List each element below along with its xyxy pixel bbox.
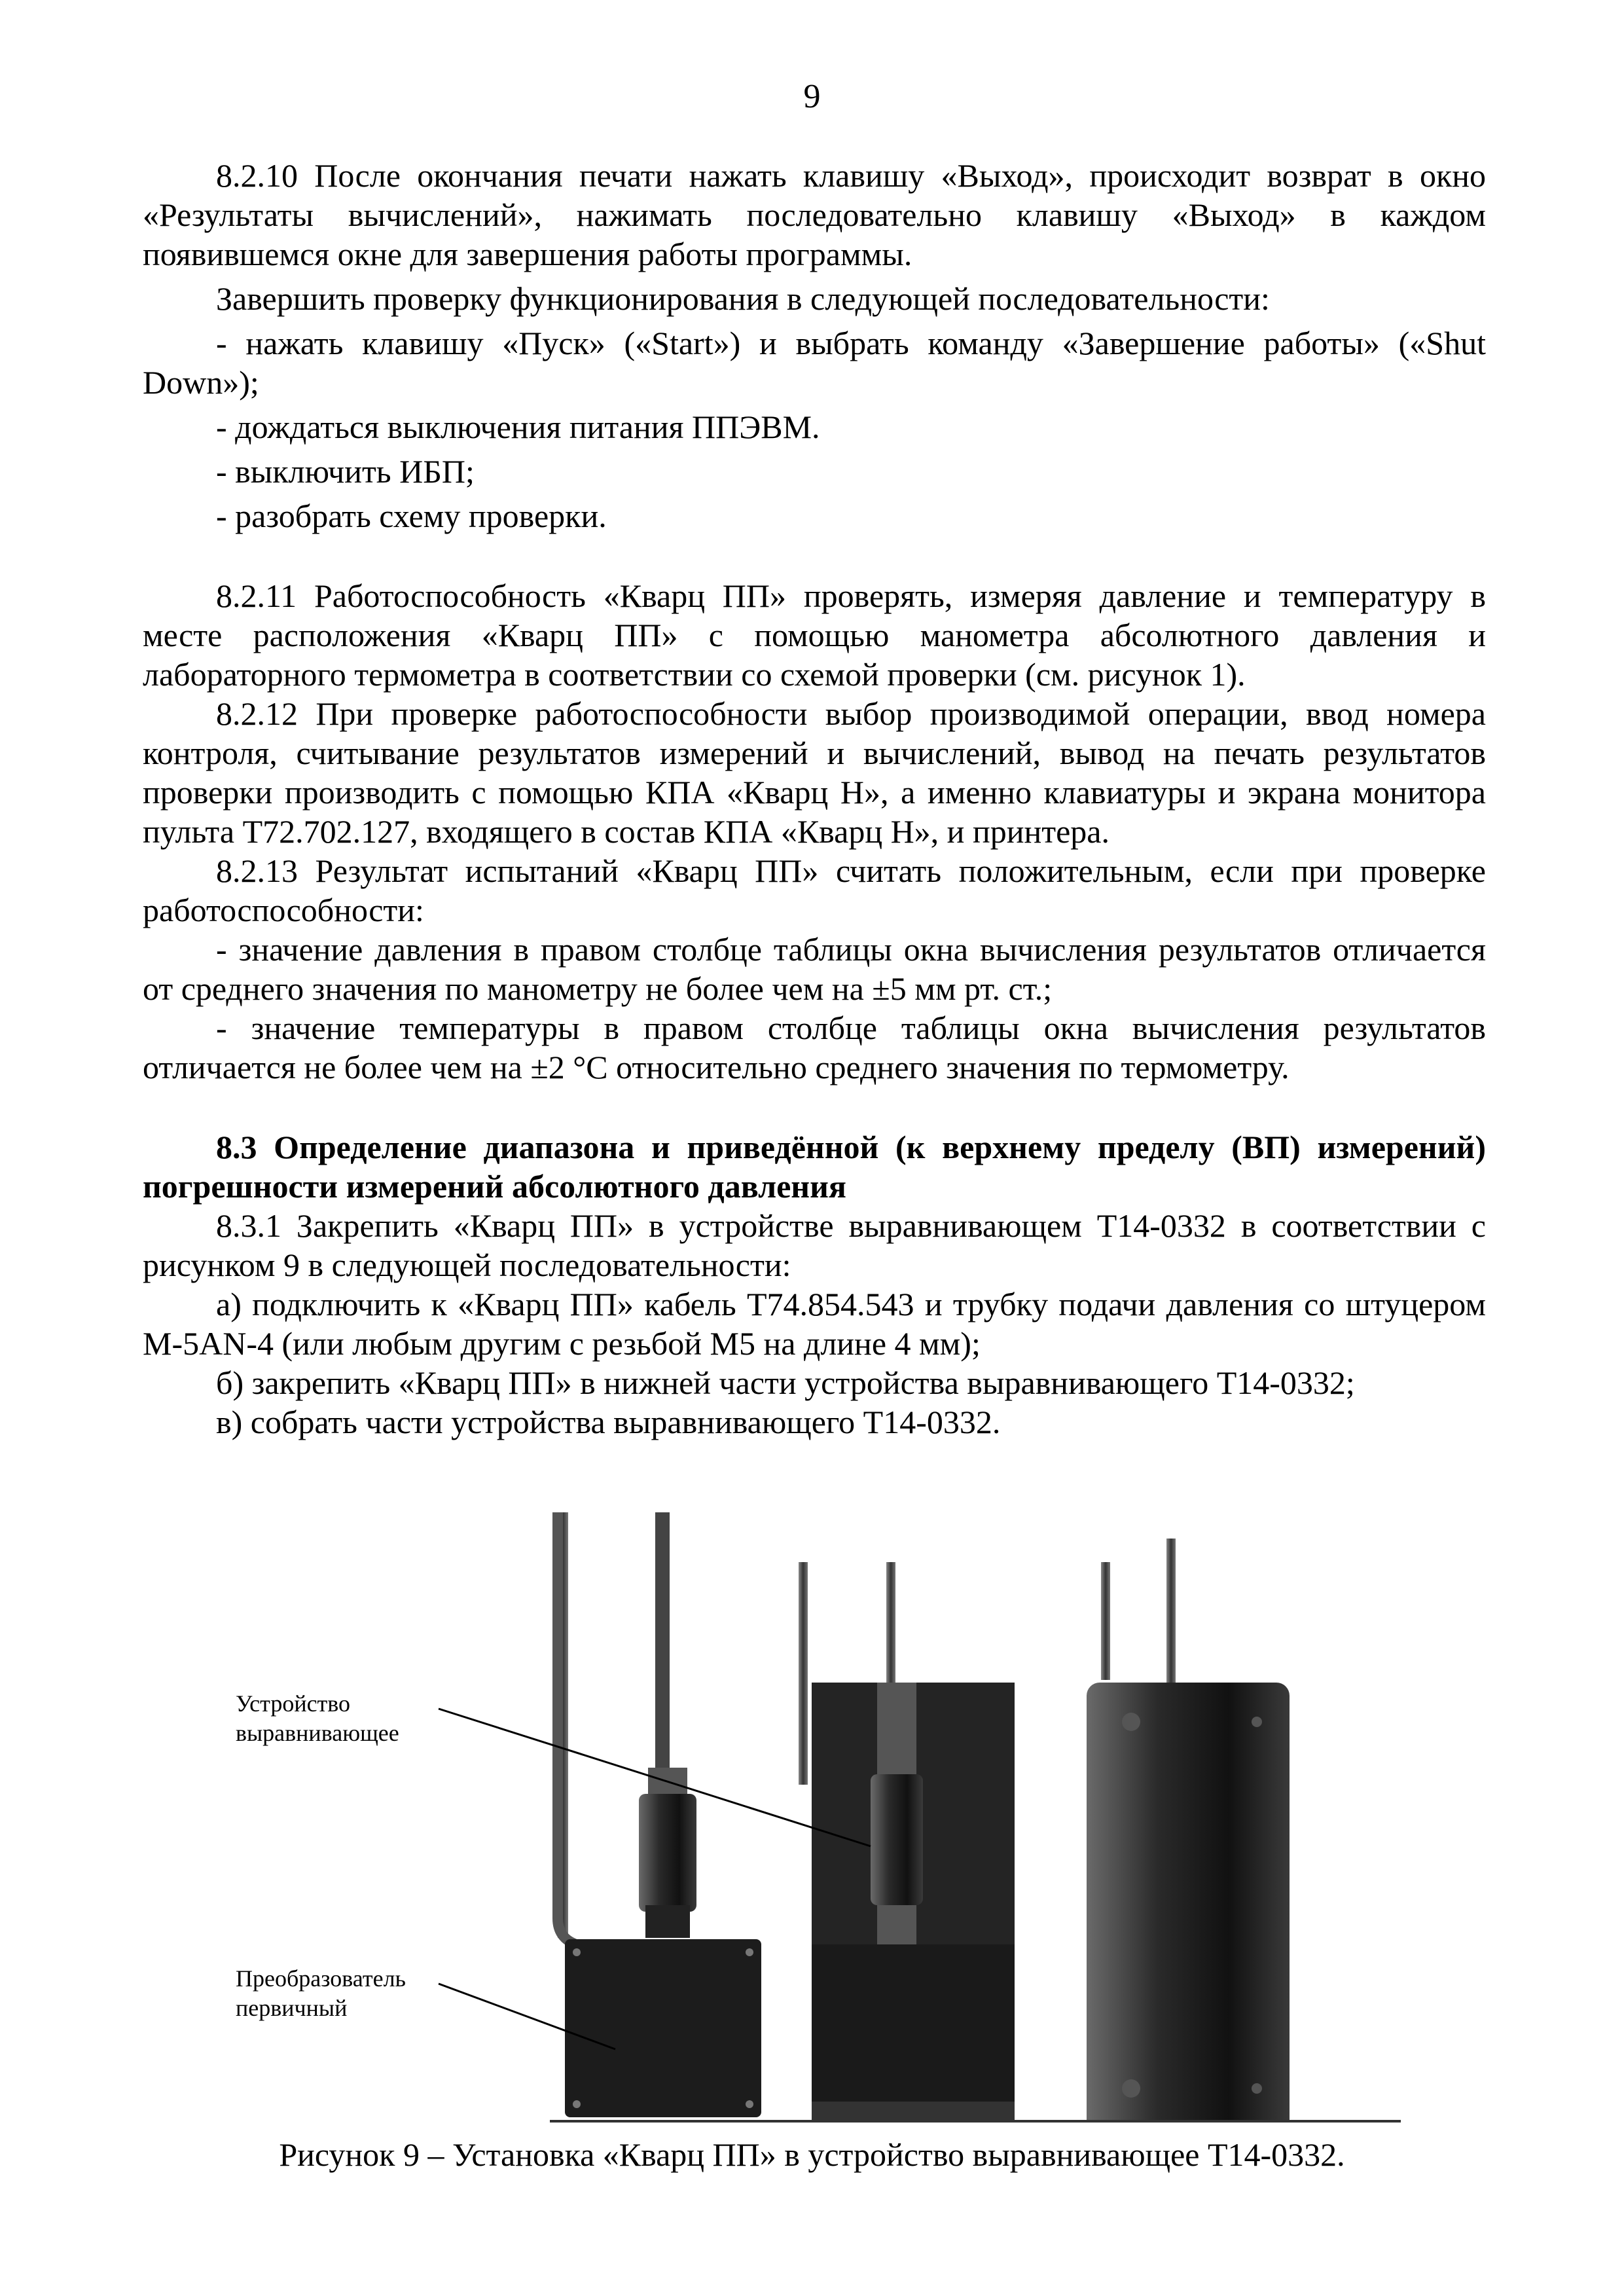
list-item-temperature: - значение температуры в правом столбце таблицы окна вычисления результатов отличается не более чем на ±2 °С относительно среднего значения по термометру. xyxy=(143,1010,1486,1085)
list-item-c: в) собрать части устройства выравнивающего Т14-0332. xyxy=(216,1404,1001,1440)
paragraph-8-2-12: 8.2.12 При проверке работоспособности выбор производимой операции, ввод номера контроля, считывание результатов измерений и вычислений, вывод на печать результатов проверки производить с помощью КПА «Кварц Н», а именно клавиатуры и экрана монитора пульта Т72.702.127, входящего в состав КПА «Кварц Н», и принтера. xyxy=(143,695,1486,850)
paragraph-8-2-11: 8.2.11 Работоспособность «Кварц ПП» проверять, измеряя давление и температуру в месте расположения «Кварц ПП» с помощью манометра абсолютного давления и лабораторного термометра в соответствии со схемой проверки (см. рисунок 1). xyxy=(143,577,1486,693)
figure-9 xyxy=(223,1486,1414,2128)
paragraph-8-3-1: 8.3.1 Закрепить «Кварц ПП» в устройстве выравнивающем Т14-0332 в соответствии с рисунком 9 в следующей последовательности: xyxy=(143,1207,1486,1283)
aligning-device-assembled xyxy=(1087,1539,1290,2121)
paragraph-finish-check: Завершить проверку функционирования в следующей последовательности: xyxy=(216,280,1270,317)
aligning-device-cutaway xyxy=(799,1562,1015,2121)
list-item-start: - нажать клавишу «Пуск» («Start») и выбрать команду «Завершение работы» («Shut Down»); xyxy=(143,325,1486,401)
paragraph-8-2-13: 8.2.13 Результат испытаний «Кварц ПП» считать положительным, если при проверке работоспособности: xyxy=(143,852,1486,928)
list-item-ups-off: - выключить ИБП; xyxy=(216,453,475,490)
page-number: 9 xyxy=(803,78,821,115)
section-heading-8-3: 8.3 Определение диапазона и приведённой (к верхнему пределу (ВП) измерений) погрешности измерений абсолютного давления xyxy=(143,1129,1486,1205)
label-aligning-device: Устройство выравнивающее xyxy=(236,1690,399,1746)
transducer-assembly xyxy=(558,1512,761,2117)
list-item-power-off: - дождаться выключения питания ППЭВМ. xyxy=(216,409,820,445)
list-item-b: б) закрепить «Кварц ПП» в нижней части устройства выравнивающего Т14-0332; xyxy=(216,1364,1355,1401)
body-text xyxy=(143,156,1486,1442)
list-item-a: а) подключить к «Кварц ПП» кабель Т74.854.543 и трубку подачи давления со штуцером М-5AN-4 (или любым другим с резьбой М5 на длине 4 мм); xyxy=(143,1286,1486,1362)
list-item-disassemble: - разобрать схему проверки. xyxy=(216,498,607,534)
figure-caption: Рисунок 9 – Установка «Кварц ПП» в устройство выравнивающее Т14-0332. xyxy=(279,2136,1345,2173)
label-primary-transducer: Преобразователь первичный xyxy=(236,1965,406,2021)
list-item-pressure: - значение давления в правом столбце таблицы окна вычисления результатов отличается от среднего значения по манометру не более чем на ±5 мм рт. ст.; xyxy=(143,931,1486,1007)
paragraph-8-2-10: 8.2.10 После окончания печати нажать клавишу «Выход», происходит возврат в окно «Результаты вычислений», нажимать последовательно клавишу «Выход» в каждом появившемся окне для завершения работы программы. xyxy=(143,157,1486,272)
figure-illustration xyxy=(223,1486,1414,2128)
